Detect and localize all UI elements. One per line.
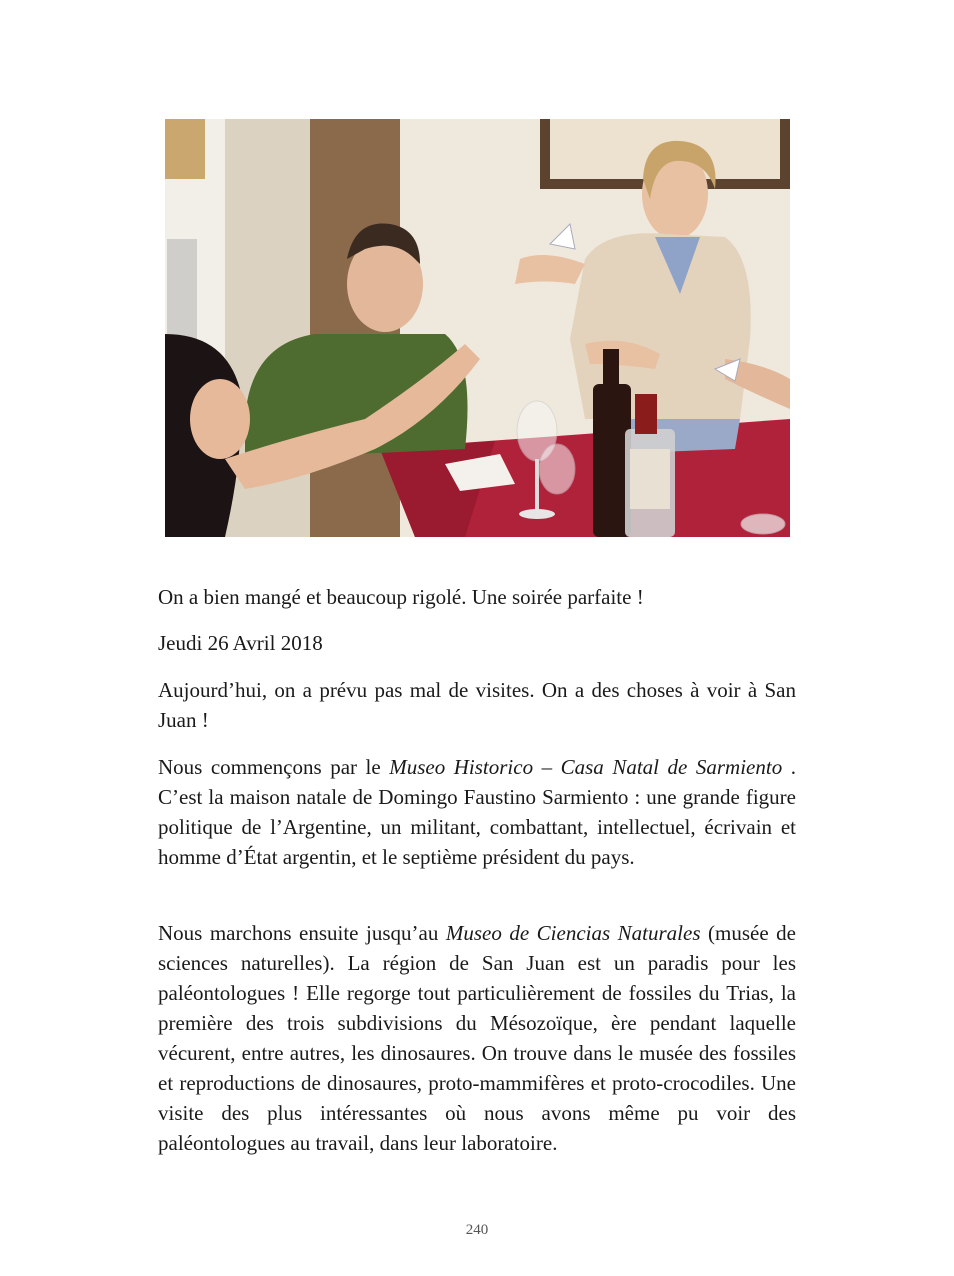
- date-heading: Jeudi 26 Avril 2018: [158, 631, 323, 655]
- photo-dinner-origami: [165, 119, 790, 537]
- paragraph-museo-ciencias-text-a: Nous marchons ensuite jusqu’au: [158, 921, 446, 945]
- museo-historico-name: Museo Historico – Casa Natal de Sarmiento: [389, 755, 783, 779]
- paragraph-museo-historico-text-b: . C’est la maison natale de Domingo Faustino Sarmiento : une grande figure politique de l’Argentine, un militant, combattant, intellectuel, écrivain et homme d’État argentin, et le septième président du pays.: [158, 755, 796, 869]
- paragraph-soiree: On a bien mangé et beaucoup rigolé. Une soirée parfaite !: [158, 585, 644, 609]
- paragraph-museo-ciencias-text-b: (musée de sciences naturelles). La région de San Juan est un paradis pour les paléontologues ! Elle regorge tout particulièrement de fossiles du Trias, la première des trois subdivisions du Mésozoïque, ère pendant laquelle vécurent, entre autres, les dinosaures. On trouve dans le musée des fossiles et reproductions de dinosaures, proto-mammifères et proto-crocodiles. Une visite des plus intéressantes où nous avons même pu voir des paléontologues au travail, dans leur laboratoire.: [158, 921, 796, 1155]
- paragraph-museo-historico: [158, 752, 796, 872]
- paragraph-museo-historico-text-a: Nous commençons par le: [158, 755, 390, 779]
- paragraph-visites: Aujourd’hui, on a prévu pas mal de visites. On a des choses à voir à San Juan !: [158, 678, 796, 732]
- paragraph-museo-ciencias: [158, 918, 796, 1158]
- page-number: 240: [465, 1222, 489, 1238]
- museo-ciencias-name: Museo de Ciencias Naturales: [445, 921, 701, 945]
